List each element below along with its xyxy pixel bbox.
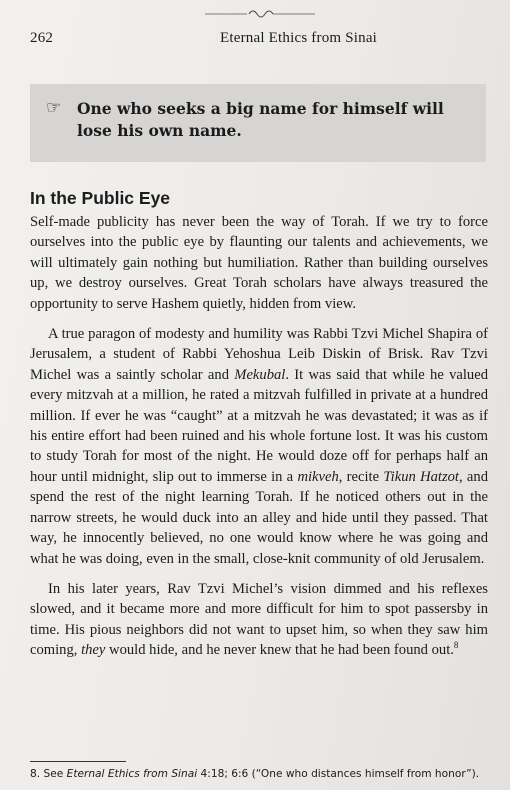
callout-box (30, 84, 486, 162)
footnote: 8. See Eternal Ethics from Sinai 4:18; 6:6 (“One who distances himself from honor”). (30, 768, 480, 780)
paragraph-3: In his later years, Rav Tzvi Michel’s vision dimmed and his reflexes slowed, and it became more and more difficult for him to spot passersby in time. His pious neighbors did not want to upset him, so when they saw him coming, they would hide, and he never knew that he had been found out.$^8$ (30, 580, 488, 659)
body-text (30, 212, 488, 671)
book-title: Eternal Ethics from Sinai (220, 30, 378, 46)
footnote-reference[interactable]: 8 (453, 640, 459, 651)
ornament-flourish-icon (205, 8, 315, 20)
page-number: 262 (30, 30, 54, 46)
footnote-number: 8. (30, 768, 41, 780)
section-heading: In the Public Eye (30, 188, 171, 208)
paragraph-1: Self-made publicity has never been the way of Torah. If we try to force ourselves into the public eye by flaunting our talents and achievements, we will ultimately gain nothing but humiliation. Rather than building ourselves up, we destroy ourselves. Great Torah scholars have always treasured the opportunity to serve Hashem quietly, hidden from view. (30, 214, 488, 312)
pointing-hand-icon: ☞ (46, 98, 62, 117)
callout-text: One who seeks a big name for himself will lose his own name. (77, 99, 444, 140)
paragraph-2: A true paragon of modesty and humility was Rabbi Tzvi Michel Shapira of Jerusalem, a student of Rabbi Yehoshua Leib Diskin of Brisk. Rav Tzvi Michel was a saintly scholar and Mekubal. It was said that while he valued every mitzvah at a million, he rated a mitzvah fulfilled in private at a hundred million. If ever he was “caught” at a mitzvah he was devastated; it was as if his entire effort had been ruined and his whole fortune lost. It was his custom to study Torah for most of the night. He would doze off for perhaps half an hour until midnight, slip out to immerse in a mikveh, recite Tikun Hatzot, and spend the rest of the night learning Torah. If he noticed others out in the narrow streets, he would duck into an alley and hide until they passed. That way, he innocently believed, no one would know where he was going and what he was doing, even in the small, close-knit community of old Jerusalem. (30, 326, 488, 567)
footnote-divider (30, 761, 126, 762)
